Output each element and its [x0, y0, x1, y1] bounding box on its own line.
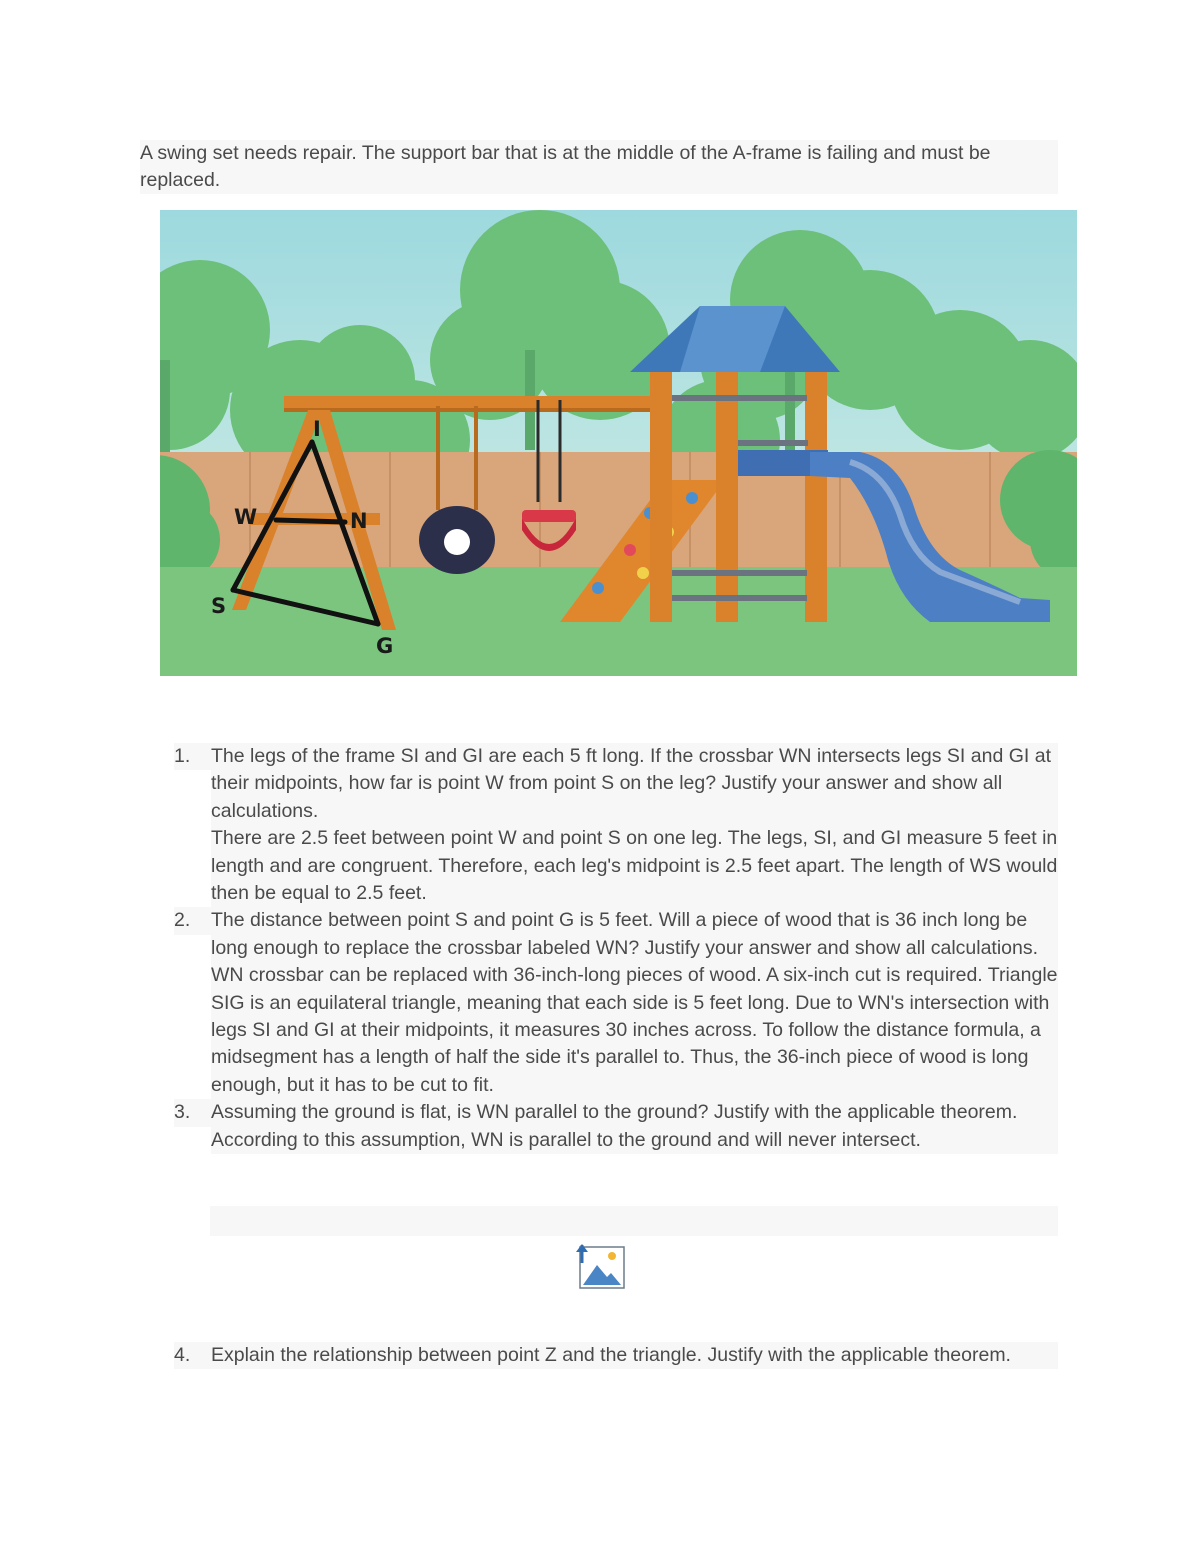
question-item — [174, 907, 1058, 1099]
question-number: 3. — [174, 1099, 211, 1126]
answer-text: WN crossbar can be replaced with 36-inch-long pieces of wood. A six-inch cut is required. Triangle SIG is an equilateral triangle, meaning that each side is 5 feet long. Due to WN's intersection with legs SI and GI at their midpoints, it measures 30 inches across. To follow the distance formula, a midsegment has a length of half the side it's parallel to. Thus, the 36-inch piece of wood is long enough, but it has to be cut to fit. — [211, 962, 1058, 1099]
label-i: I — [313, 417, 321, 441]
question-number: 4. — [174, 1342, 211, 1369]
question-number: 1. — [174, 743, 211, 770]
question-item-4 — [174, 1342, 1058, 1369]
label-s: S — [211, 594, 227, 618]
answer-shading — [210, 1206, 1058, 1236]
image-placeholder-icon — [575, 1243, 625, 1290]
swing-set-illustration — [160, 210, 1077, 676]
question-text: The distance between point S and point G is 5 feet. Will a piece of wood that is 36 inch long be long enough to replace the crossbar labeled WN? Justify your answer and show all calculations. — [211, 907, 1058, 962]
question-text: Explain the relationship between point Z and the triangle. Justify with the applicable theorem. — [174, 1342, 1058, 1369]
question-text: The legs of the frame SI and GI are each 5 ft long. If the crossbar WN intersects legs SI and GI at their midpoints, how far is point W from point S on the leg? Justify your answer and show all calculations. — [211, 743, 1058, 825]
label-w: W — [234, 505, 258, 529]
intro-paragraph: A swing set needs repair. The support bar that is at the middle of the A-frame is failing and must be replaced. — [140, 140, 1058, 194]
question-item — [174, 743, 1058, 907]
label-n: N — [350, 509, 368, 533]
answer-text: There are 2.5 feet between point W and point S on one leg. The legs, SI, and GI measure 5 feet in length and are congruent. Therefore, each leg's midpoint is 2.5 feet apart. The length of WS would then be equal to 2.5 feet. — [211, 825, 1058, 907]
question-text: Assuming the ground is flat, is WN parallel to the ground? Justify with the applicable theorem. — [211, 1099, 1058, 1126]
question-list — [174, 743, 1058, 1154]
question-item — [174, 1099, 1058, 1154]
label-g: G — [376, 634, 394, 658]
answer-text: According to this assumption, WN is parallel to the ground and will never intersect. — [211, 1127, 1058, 1154]
question-number: 2. — [174, 907, 211, 934]
